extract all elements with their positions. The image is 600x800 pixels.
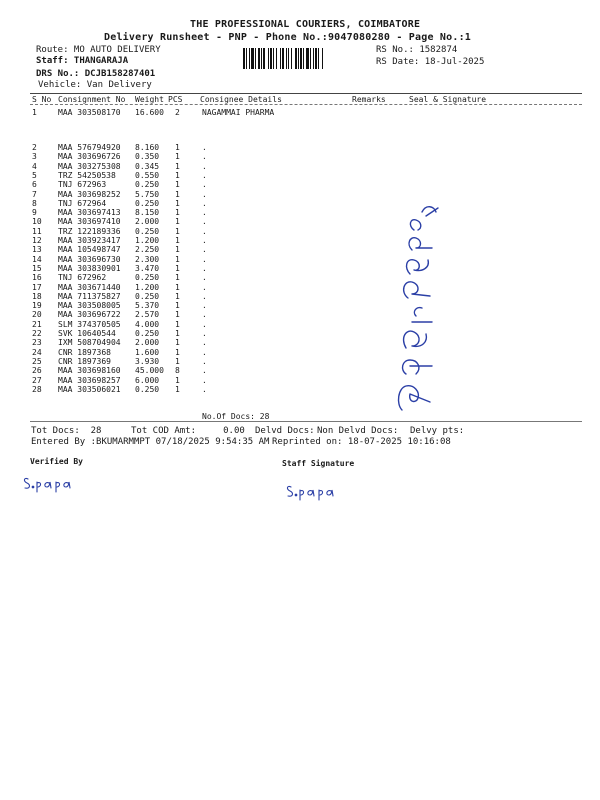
barcode-bar (295, 48, 297, 69)
rs-date: RS Date: 18-Jul-2025 (376, 57, 485, 67)
barcode-bar (246, 48, 247, 69)
delivery-points: Delvy pts: (410, 426, 465, 436)
barcode-bar (315, 48, 317, 69)
vehicle-label: Vehicle: Van Delivery (38, 80, 152, 90)
row-sno: 11 (32, 226, 42, 236)
row-consignee: . (202, 347, 207, 357)
row-consignment: TRZ 122189336 (58, 226, 121, 236)
total-cod: Tot COD Amt: 0.00 (131, 426, 245, 436)
barcode-bar (251, 48, 254, 69)
row-consignee: . (202, 245, 207, 255)
staff-label: Staff: THANGARAJA (36, 56, 129, 66)
barcode-bar (282, 48, 284, 69)
row-sno: 12 (32, 236, 42, 245)
row-consignment: SVK 10640544 (58, 329, 116, 338)
row-weight: 0.250 (135, 226, 160, 236)
barcode-bar (318, 48, 319, 69)
row-consignment: CNR 1897368 (58, 347, 111, 357)
barcode-bar (249, 48, 250, 69)
row-pcs: 1 (175, 161, 180, 171)
row-consignee: . (202, 152, 207, 162)
row-weight: 1.200 (135, 282, 160, 292)
non-delivered-docs: Non Delvd Docs: (317, 426, 399, 436)
col-remarks: Remarks (352, 95, 386, 104)
row-pcs: 2 (175, 108, 180, 117)
row-sno: 24 (32, 347, 42, 357)
table-bottom-divider (30, 421, 582, 422)
row-sno: 21 (32, 319, 42, 329)
row-weight: 2.250 (135, 245, 160, 255)
barcode-bar (276, 48, 277, 69)
row-pcs: 1 (175, 263, 180, 273)
barcode (243, 48, 366, 69)
col-weight: Weight (135, 95, 164, 104)
row-sno: 17 (32, 282, 42, 292)
barcode-bar (243, 48, 245, 69)
barcode-bar (313, 48, 314, 69)
row-consignment: SLM 374370505 (58, 319, 121, 329)
row-pcs: 1 (175, 189, 180, 199)
barcode-bar (310, 48, 311, 69)
row-weight: 45.000 (135, 366, 164, 376)
col-sno: S No (32, 95, 52, 104)
row-weight: 0.250 (135, 329, 160, 338)
staff-signature (283, 480, 343, 502)
row-weight: 8.160 (135, 143, 160, 152)
row-consignment: CNR 1897369 (58, 356, 111, 366)
row-consignment: MAA 303697410 (58, 217, 121, 227)
no-of-docs: No.Of Docs: 28 (202, 412, 270, 421)
row-pcs: 1 (175, 217, 180, 227)
row-consignment: MAA 303506021 (58, 384, 121, 394)
row-sno: 4 (32, 161, 37, 171)
row-pcs: 1 (175, 310, 180, 320)
row-sno: 26 (32, 366, 42, 376)
row-weight: 0.250 (135, 291, 160, 301)
row-weight: 0.350 (135, 152, 160, 162)
row-pcs: 1 (175, 180, 180, 190)
row-pcs: 8 (175, 366, 180, 376)
row-pcs: 1 (175, 356, 180, 366)
row-pcs: 1 (175, 329, 180, 338)
header-divider (30, 93, 582, 94)
barcode-bar (270, 48, 272, 69)
row-weight: 5.750 (135, 189, 160, 199)
row-sno: 7 (32, 189, 37, 199)
row-pcs: 1 (175, 273, 180, 283)
barcode-bar (263, 48, 265, 69)
row-consignee: . (202, 310, 207, 320)
row-sno: 28 (32, 384, 42, 394)
row-consignee: . (202, 384, 207, 394)
col-seal: Seal & Signature (409, 95, 487, 104)
row-weight: 6.000 (135, 375, 160, 385)
route-label: Route: MO AUTO DELIVERY (36, 45, 161, 55)
row-weight: 3.930 (135, 356, 160, 366)
barcode-bar (258, 48, 260, 69)
row-sno: 14 (32, 254, 42, 264)
row-consignee: . (202, 263, 207, 273)
row-weight: 0.250 (135, 180, 160, 190)
row-weight: 1.600 (135, 347, 160, 357)
barcode-bar (298, 48, 299, 69)
row-weight: 4.000 (135, 319, 160, 329)
row-consignee: . (202, 273, 207, 283)
row-consignment: MAA 303696726 (58, 152, 121, 162)
total-docs: Tot Docs: 28 (31, 426, 102, 436)
verified-signature (20, 472, 80, 494)
barcode-bar (322, 48, 323, 69)
row-pcs: 1 (175, 291, 180, 301)
row-consignment: MAA 105498747 (58, 245, 121, 255)
row-consignee: . (202, 198, 207, 208)
row-pcs: 1 (175, 338, 180, 348)
col-consignment: Consignment No (58, 95, 126, 104)
row-consignment: MAA 576794920 (58, 143, 121, 152)
barcode-bar (300, 48, 302, 69)
row-pcs: 1 (175, 245, 180, 255)
row-sno: 22 (32, 329, 42, 338)
rs-number: RS No.: 1582874 (376, 45, 458, 55)
row-weight: 2.300 (135, 254, 160, 264)
barcode-bar (280, 48, 281, 69)
row-consignee: NAGAMMAI PHARMA (202, 108, 275, 117)
row-pcs: 1 (175, 319, 180, 329)
row-pcs: 1 (175, 208, 180, 218)
row-pcs: 1 (175, 226, 180, 236)
row-pcs: 1 (175, 143, 180, 152)
row-consignee: . (202, 226, 207, 236)
row-sno: 1 (32, 108, 37, 117)
row-consignee: . (202, 208, 207, 218)
row-weight: 0.250 (135, 384, 160, 394)
row-consignment: IXM 508704904 (58, 338, 121, 348)
company-title: THE PROFESSIONAL COURIERS, COIMBATORE (190, 19, 421, 30)
row-consignment: MAA 303696722 (58, 310, 121, 320)
row-sno: 25 (32, 356, 42, 366)
row-weight: 0.345 (135, 161, 160, 171)
row-consignment: TNJ 672964 (58, 198, 107, 208)
row-pcs: 1 (175, 236, 180, 245)
barcode-bar (288, 48, 289, 69)
row-consignee: . (202, 291, 207, 301)
row-weight: 2.570 (135, 310, 160, 320)
drs-number: DRS No.: DCJB158287401 (36, 69, 156, 79)
delivered-docs: Delvd Docs: (255, 426, 315, 436)
row-sno: 5 (32, 170, 37, 180)
col-consignee: Consignee Details (200, 95, 282, 104)
barcode-bar (291, 48, 292, 69)
row-weight: 3.470 (135, 263, 160, 273)
row-weight: 0.250 (135, 273, 160, 283)
row-sno: 18 (32, 291, 42, 301)
row-pcs: 1 (175, 254, 180, 264)
row-weight: 8.150 (135, 208, 160, 218)
row-consignee: . (202, 366, 207, 376)
row-weight: 0.250 (135, 198, 160, 208)
row-sno: 8 (32, 198, 37, 208)
row-sno: 20 (32, 310, 42, 320)
row-consignee: . (202, 329, 207, 338)
barcode-bar (268, 48, 269, 69)
row-sno: 6 (32, 180, 37, 190)
row-consignment: TNJ 672962 (58, 273, 107, 283)
row-consignee: . (202, 217, 207, 227)
row-pcs: 1 (175, 198, 180, 208)
row-consignment: MAA 303923417 (58, 236, 121, 245)
row-consignee: . (202, 319, 207, 329)
row-consignee: . (202, 356, 207, 366)
row-consignee: . (202, 254, 207, 264)
row-consignment: MAA 303830901 (58, 263, 121, 273)
col-pcs: PCS (168, 95, 183, 104)
row-weight: 5.370 (135, 301, 160, 311)
row-sno: 2 (32, 143, 37, 152)
row-consignment: MAA 303698252 (58, 189, 121, 199)
entered-by: Entered By :BKUMARMMPT 07/18/2025 9:54:35 AM (31, 437, 270, 447)
row-consignee: . (202, 338, 207, 348)
row-consignment: MAA 303697413 (58, 208, 121, 218)
row-weight: 1.200 (135, 236, 160, 245)
row-consignment: MAA 303698257 (58, 375, 121, 385)
row-consignment: MAA 303671440 (58, 282, 121, 292)
row-consignee: . (202, 236, 207, 245)
barcode-bar (286, 48, 287, 69)
staff-signature-label: Staff Signature (282, 459, 355, 468)
row-consignment: MAA 303698160 (58, 366, 121, 376)
row-weight: 2.000 (135, 338, 160, 348)
row-consignee: . (202, 143, 207, 152)
row-consignment: MAA 303696730 (58, 254, 121, 264)
row-sno: 23 (32, 338, 42, 348)
row-pcs: 1 (175, 301, 180, 311)
reprinted-on: Reprinted on: 18-07-2025 10:16:08 (272, 437, 451, 447)
row-consignee: . (202, 301, 207, 311)
row-pcs: 1 (175, 384, 180, 394)
row-consignment: MAA 303275308 (58, 161, 121, 171)
row-sno: 13 (32, 245, 42, 255)
row-consignment: MAA 711375827 (58, 291, 121, 301)
row-pcs: 1 (175, 347, 180, 357)
verified-by-label: Verified By (30, 457, 83, 466)
row-weight: 0.550 (135, 170, 160, 180)
margin-handwriting (392, 198, 462, 416)
barcode-bar (303, 48, 304, 69)
barcode-bar (261, 48, 262, 69)
row-sno: 10 (32, 217, 42, 227)
barcode-bar (273, 48, 274, 69)
row-consignee: . (202, 189, 207, 199)
row-consignee: . (202, 375, 207, 385)
row-consignment: TNJ 672963 (58, 180, 107, 190)
runsheet-title: Delivery Runsheet - PNP - Phone No.:9047080280 - Page No.:1 (104, 32, 472, 43)
row-consignee: . (202, 180, 207, 190)
row-sno: 9 (32, 208, 37, 218)
row-sno: 15 (32, 263, 42, 273)
row-pcs: 1 (175, 375, 180, 385)
header-underline (30, 104, 582, 105)
row-consignment: MAA 303508005 (58, 301, 121, 311)
row-consignee: . (202, 282, 207, 292)
row-sno: 3 (32, 152, 37, 162)
barcode-bar (255, 48, 256, 69)
row-consignment: MAA 303508170 (58, 108, 121, 117)
row-consignee: . (202, 161, 207, 171)
row-sno: 19 (32, 301, 42, 311)
row-consignee: . (202, 170, 207, 180)
row-pcs: 1 (175, 282, 180, 292)
row-sno: 16 (32, 273, 42, 283)
row-pcs: 1 (175, 152, 180, 162)
row-weight: 2.000 (135, 217, 160, 227)
row-pcs: 1 (175, 170, 180, 180)
row-weight: 16.600 (135, 108, 164, 117)
row-sno: 27 (32, 375, 42, 385)
barcode-bar (306, 48, 309, 69)
row-consignment: TRZ 54250538 (58, 170, 116, 180)
